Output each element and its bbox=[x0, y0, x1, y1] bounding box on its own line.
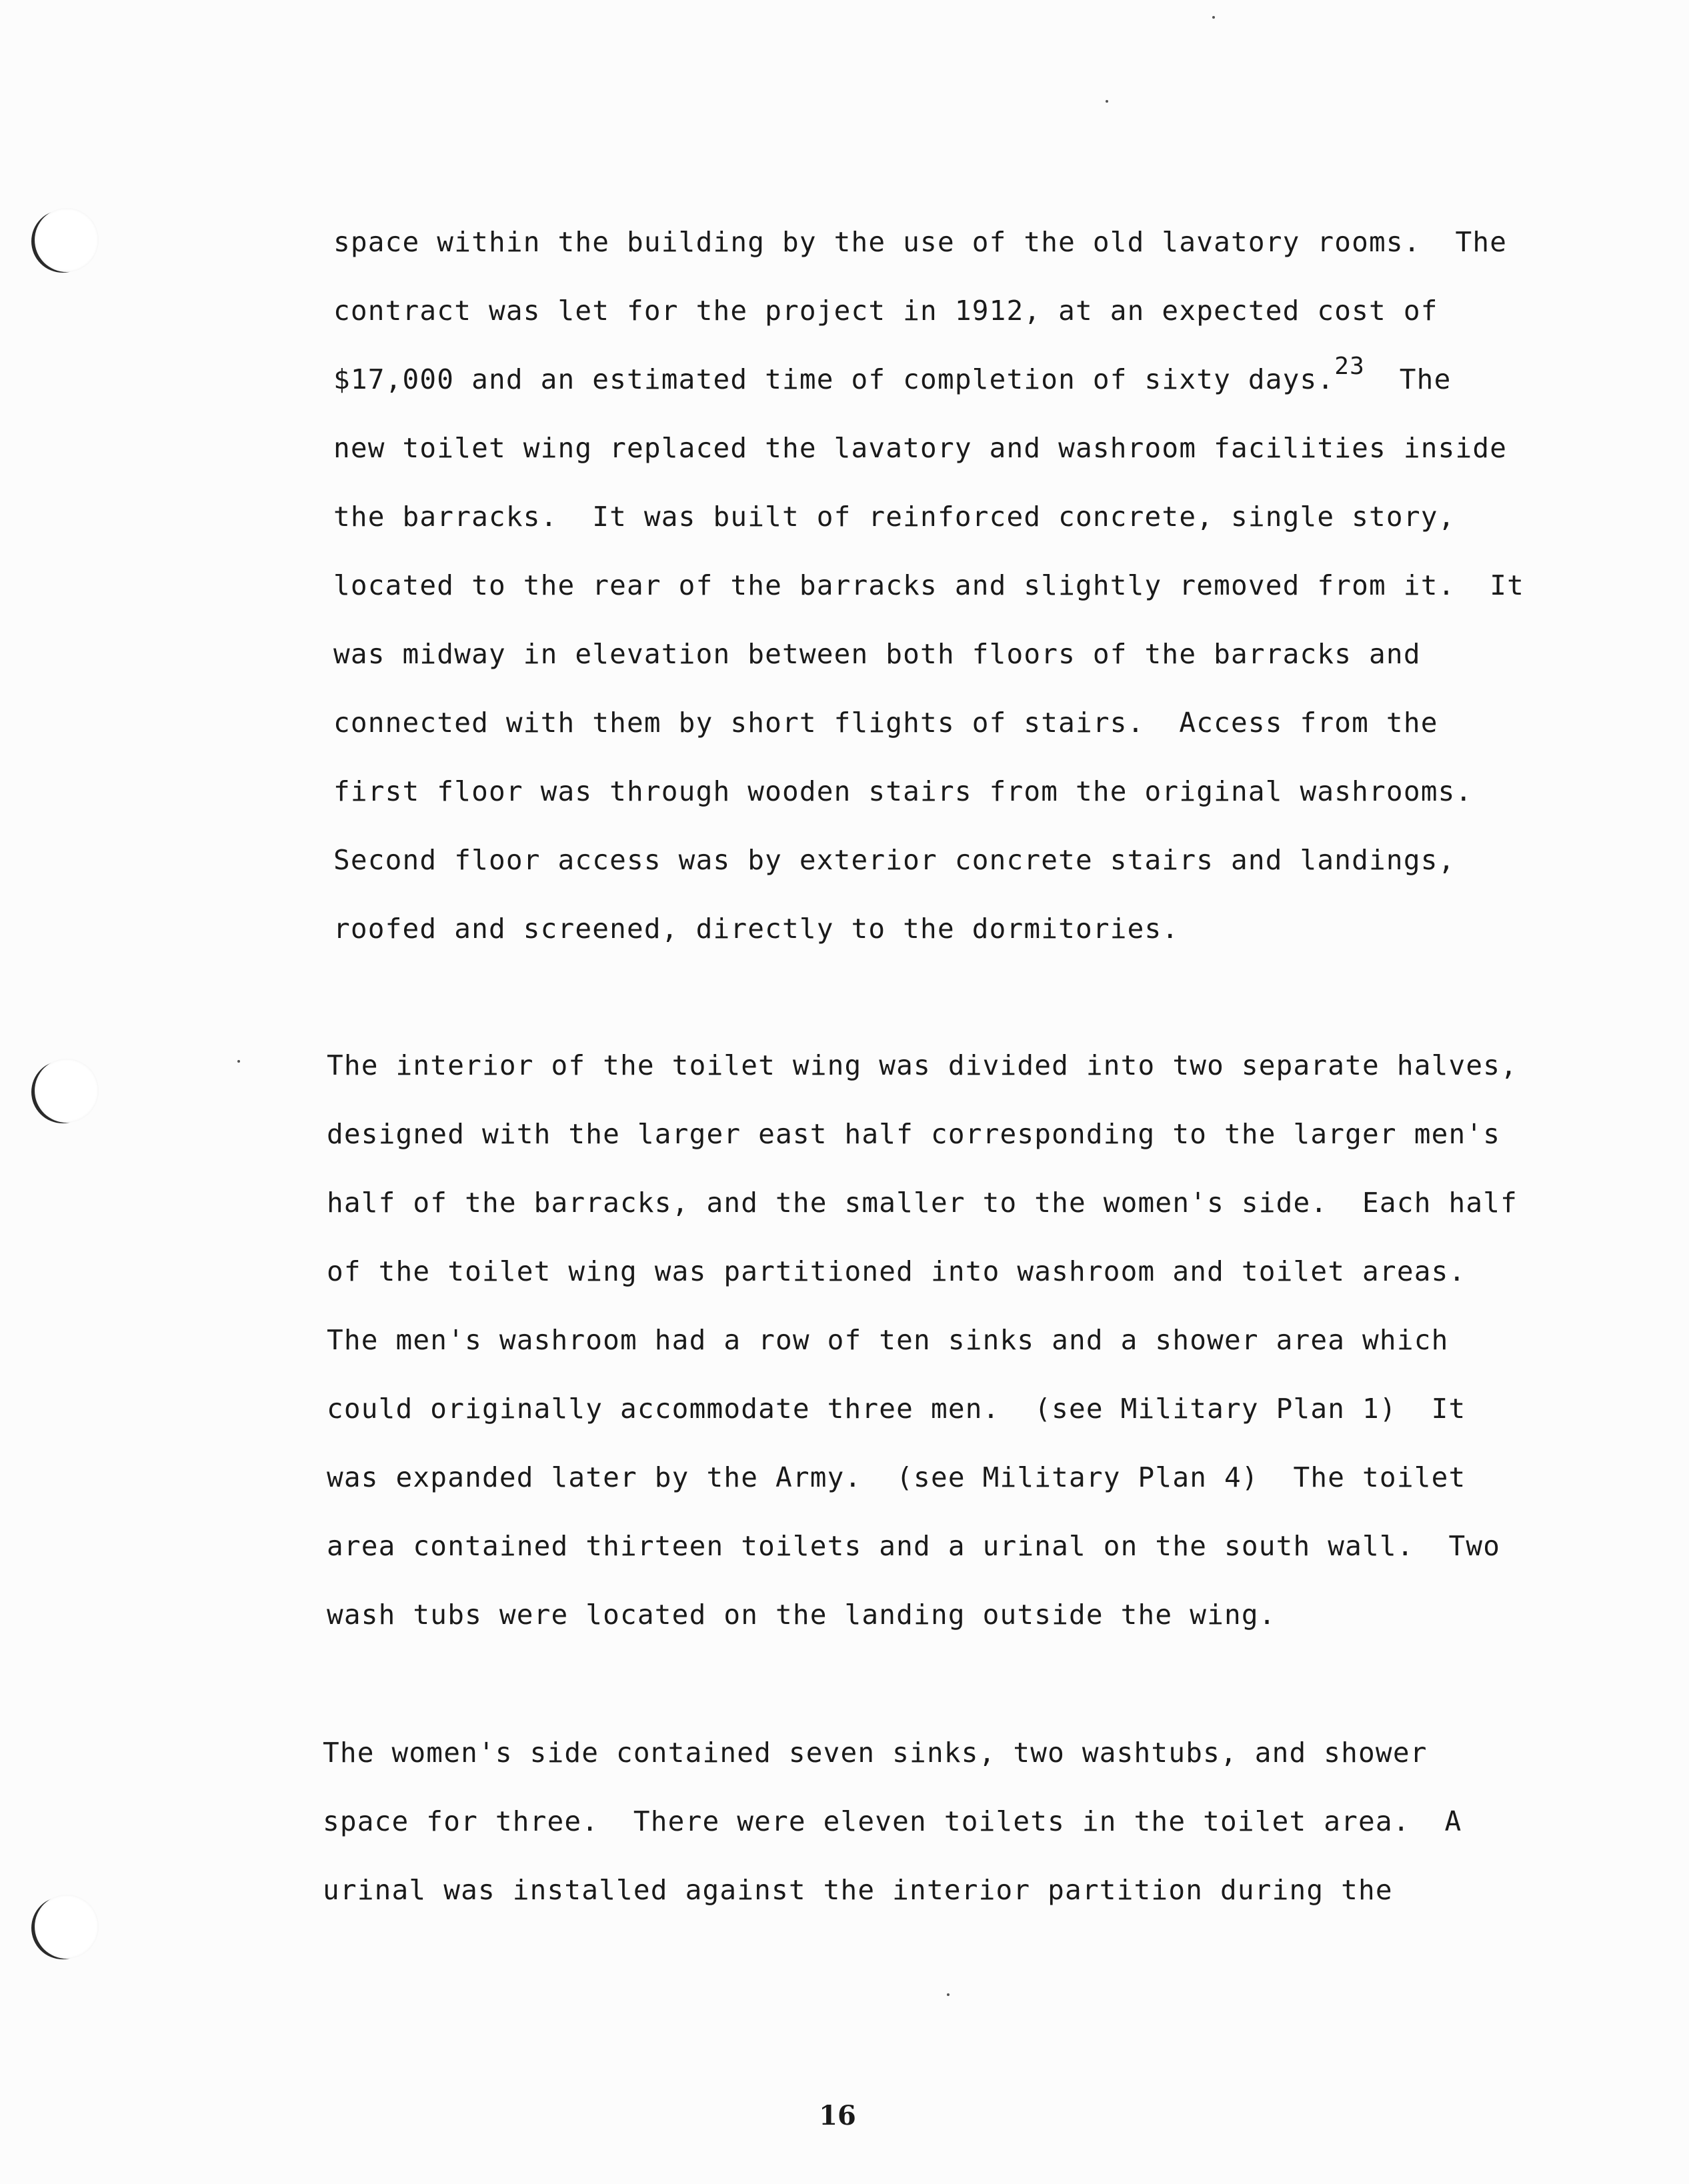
text-line: the barracks. It was built of reinforced concrete, single story, bbox=[333, 501, 1456, 533]
scan-speck bbox=[947, 1993, 950, 1996]
text-line: urinal was installed against the interior partition during the bbox=[323, 1874, 1393, 1906]
text-line: connected with them by short flights of stairs. Access from the bbox=[333, 707, 1438, 739]
text-line: half of the barracks, and the smaller to the women's side. Each half bbox=[327, 1187, 1518, 1219]
scan-speck bbox=[1212, 16, 1215, 19]
text-line-body: $17,000 and an estimated time of completion of sixty days. bbox=[333, 363, 1335, 395]
text-line: The women's side contained seven sinks, two washtubs, and shower bbox=[323, 1737, 1428, 1769]
text-line: Second floor access was by exterior concrete stairs and landings, bbox=[333, 844, 1456, 876]
text-line: wash tubs were located on the landing outside the wing. bbox=[327, 1599, 1276, 1631]
scan-speck bbox=[1106, 100, 1108, 103]
text-line: designed with the larger east half corresponding to the larger men's bbox=[327, 1118, 1501, 1150]
text-line: The men's washroom had a row of ten sinks and a shower area which bbox=[327, 1324, 1449, 1356]
text-line: roofed and screened, directly to the dormitories. bbox=[333, 913, 1180, 945]
text-line: first floor was through wooden stairs from the original washrooms. bbox=[333, 775, 1473, 807]
scan-speck bbox=[237, 1060, 240, 1063]
binder-hole-top bbox=[35, 208, 99, 272]
text-line: located to the rear of the barracks and slightly removed from it. It bbox=[333, 569, 1525, 601]
text-line: space for three. There were eleven toilets in the toilet area. A bbox=[323, 1805, 1462, 1837]
text-line: space within the building by the use of the old lavatory rooms. The bbox=[333, 226, 1508, 258]
text-line-tail: The bbox=[1365, 363, 1452, 395]
text-line: The interior of the toilet wing was divided into two separate halves, bbox=[327, 1049, 1518, 1081]
text-line: area contained thirteen toilets and a urinal on the south wall. Two bbox=[327, 1530, 1501, 1562]
page-number: 16 bbox=[819, 2100, 856, 2131]
footnote-reference: 23 bbox=[1334, 353, 1366, 380]
paragraph-2 bbox=[327, 1031, 1527, 1649]
text-line: was midway in elevation between both floors of the barracks and bbox=[333, 638, 1421, 670]
binder-hole-middle bbox=[35, 1059, 99, 1123]
text-line bbox=[333, 345, 1534, 414]
text-line: of the toilet wing was partitioned into washroom and toilet areas. bbox=[327, 1255, 1466, 1287]
paragraph-3 bbox=[323, 1719, 1523, 1925]
paragraph-1 bbox=[333, 208, 1534, 963]
binder-hole-bottom bbox=[35, 1895, 99, 1959]
text-line: contract was let for the project in 1912, at an expected cost of bbox=[333, 295, 1438, 327]
text-line: new toilet wing replaced the lavatory and washroom facilities inside bbox=[333, 432, 1508, 464]
text-line: could originally accommodate three men. (see Military Plan 1) It bbox=[327, 1393, 1466, 1425]
text-line: was expanded later by the Army. (see Military Plan 4) The toilet bbox=[327, 1461, 1466, 1493]
